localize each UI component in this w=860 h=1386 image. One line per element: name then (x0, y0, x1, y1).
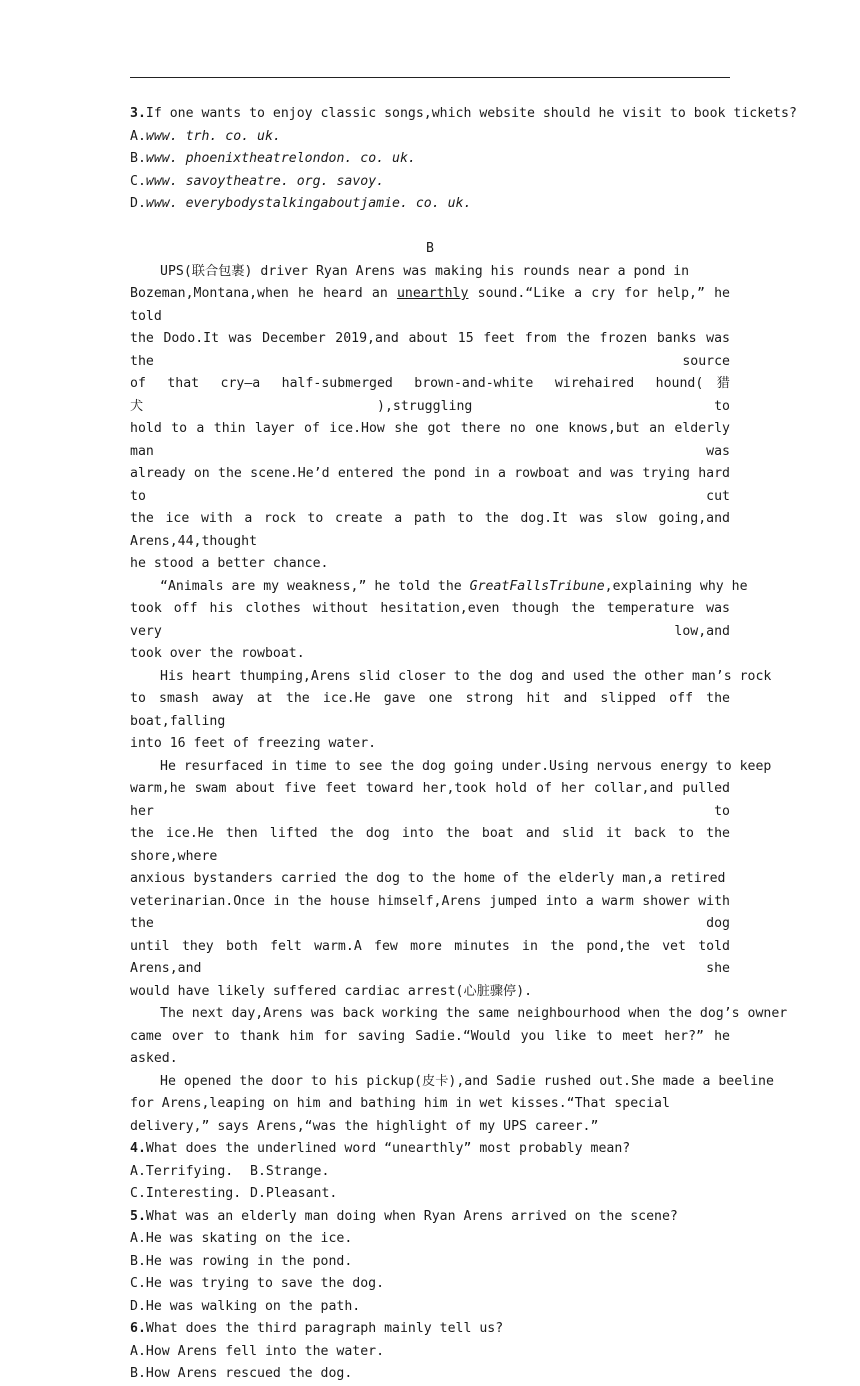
option-text: www. savoytheatre. org. savoy. (145, 173, 385, 189)
passage-p6-line-2: for Arens,leaping on him and bathing him in wet kisses.“That special (130, 1096, 670, 1111)
question-4-text: What does the underlined word “unearthly” most probably mean? (145, 1141, 631, 1156)
passage-p3-line-3: into 16 feet of freezing water. (130, 736, 377, 751)
passage-p5-line-2: came over to thank him for saving Sadie.“Would you like to meet her?” he asked. (130, 1028, 730, 1066)
question-4-option-a: A.Terrifying. (130, 1163, 234, 1179)
passage-p4-line-3: the ice.He then lifted the dog into the boat and slid it back to the shore,where (130, 826, 730, 864)
question-4-options-row-2 (130, 1183, 730, 1206)
passage-p2-line-3: took over the rowboat. (130, 646, 305, 661)
text-run: ,explaining why he (604, 578, 748, 594)
option-text: www. everybodystalkingaboutjamie. co. uk. (145, 196, 472, 211)
question-4-option-b: B.Strange. (250, 1163, 330, 1179)
passage-p4-line-4: anxious bystanders carried the dog to the home of the elderly man,a retired (130, 871, 726, 886)
question-5-option-c: C.He was trying to save the dog. (130, 1276, 385, 1291)
question-5-option-a: A.He was skating on the ice. (130, 1231, 353, 1246)
question-3-option-d (130, 193, 730, 216)
passage-p1-line-5: hold to a thin layer of ice.How she got there no one knows,but an elderly man was (130, 421, 730, 459)
passage-p3-line-2: to smash away at the ice.He gave one strong hit and slipped off the boat,falling (130, 691, 730, 729)
question-6-text: What does the third paragraph mainly tell us? (145, 1321, 504, 1336)
passage-p1-line-3: the Dodo.It was December 2019,and about 15 feet from the frozen banks was the source (130, 331, 730, 369)
question-5-option-b: B.He was rowing in the pond. (130, 1253, 353, 1269)
passage-p1-line-8: he stood a better chance. (130, 556, 329, 571)
page-content (130, 103, 797, 1386)
section-label: B (426, 241, 434, 256)
header-rule (130, 77, 730, 78)
option-letter: D. (130, 196, 146, 211)
passage-p1-line-7: the ice with a rock to create a path to the dog.It was slow going,and Arens,44,thought (130, 511, 730, 549)
question-4-option-c: C.Interesting. (130, 1186, 242, 1201)
question-3-text: If one wants to enjoy classic songs,which website should he visit to book tickets? (145, 106, 797, 121)
passage-p2-line-2: took off his clothes without hesitation,even though the temperature was very low,and (130, 601, 730, 639)
option-letter: C. (130, 173, 146, 189)
question-4-number: 4. (130, 1141, 146, 1156)
question-5-option-d: D.He was walking on the path. (130, 1298, 361, 1314)
question-4-option-d: D.Pleasant. (250, 1186, 338, 1201)
passage-p1-line-2 (130, 283, 730, 328)
option-text: www. trh. co. uk. (145, 128, 281, 144)
passage-p4-line-7: would have likely suffered cardiac arrest(心脏骤停). (130, 983, 533, 999)
question-4-options-row-1 (130, 1161, 730, 1184)
question-6-option-b: B.How Arens rescued the dog. (130, 1366, 353, 1381)
passage-p4-line-5: veterinarian.Once in the house himself,Arens jumped into a warm shower with the dog (130, 893, 730, 931)
text-run: “Animals are my weakness,” he told the (160, 578, 470, 594)
passage-p4-line-2: warm,he swam about five feet toward her,took hold of her collar,and pulled her to (130, 781, 730, 819)
question-3-option-a (130, 126, 730, 149)
text-run: sound.“Like a cry for help,” he told (130, 286, 730, 324)
option-text: www. phoenixtheatrelondon. co. uk. (145, 151, 416, 166)
question-3-stem (130, 103, 797, 126)
question-5-number: 5. (130, 1208, 146, 1224)
question-4-stem (130, 1138, 730, 1161)
text-run: Bozeman,Montana,when he heard an (130, 286, 397, 301)
question-3-option-b (130, 148, 730, 171)
passage-p3-line-1: His heart thumping,Arens slid closer to the dog and used the other man’s rock (160, 668, 772, 684)
question-6-number: 6. (130, 1321, 146, 1336)
passage-p4-line-6: until they both felt warm.A few more minutes in the pond,the vet told Arens,and she (130, 938, 730, 976)
question-6-option-a: A.How Arens fell into the water. (130, 1343, 385, 1359)
option-letter: A. (130, 128, 146, 144)
question-3-option-c (130, 171, 730, 194)
passage-p1-line-6: already on the scene.He’d entered the pond in a rowboat and was trying hard to cut (130, 466, 730, 504)
passage-p2-line-1 (130, 576, 748, 599)
question-5-stem (130, 1206, 730, 1229)
passage-p6-line-1: He opened the door to his pickup(皮卡),and Sadie rushed out.She made a beeline (160, 1073, 774, 1089)
question-5-text: What was an elderly man doing when Ryan Arens arrived on the scene? (145, 1208, 678, 1224)
question-6-stem (130, 1318, 730, 1341)
passage-p1-line-1: UPS(联合包裹) driver Ryan Arens was making his rounds near a pond in (160, 263, 690, 279)
passage-p5-line-1: The next day,Arens was back working the same neighbourhood when the dog’s owner (160, 1006, 788, 1021)
newspaper-name: GreatFallsTribune (469, 578, 605, 594)
underlined-word: unearthly (396, 286, 469, 301)
spacer (130, 216, 730, 239)
option-letter: B. (130, 151, 146, 166)
passage-p6-line-3: delivery,” says Arens,“was the highlight of my UPS career.” (130, 1118, 599, 1134)
passage-p4-line-1: He resurfaced in time to see the dog going under.Using nervous energy to keep (160, 758, 772, 774)
question-3-number: 3. (130, 106, 146, 121)
passage-p1-line-4: of that cry—a half-submerged brown-and-white wirehaired hound(猎犬),struggling to (130, 376, 730, 414)
